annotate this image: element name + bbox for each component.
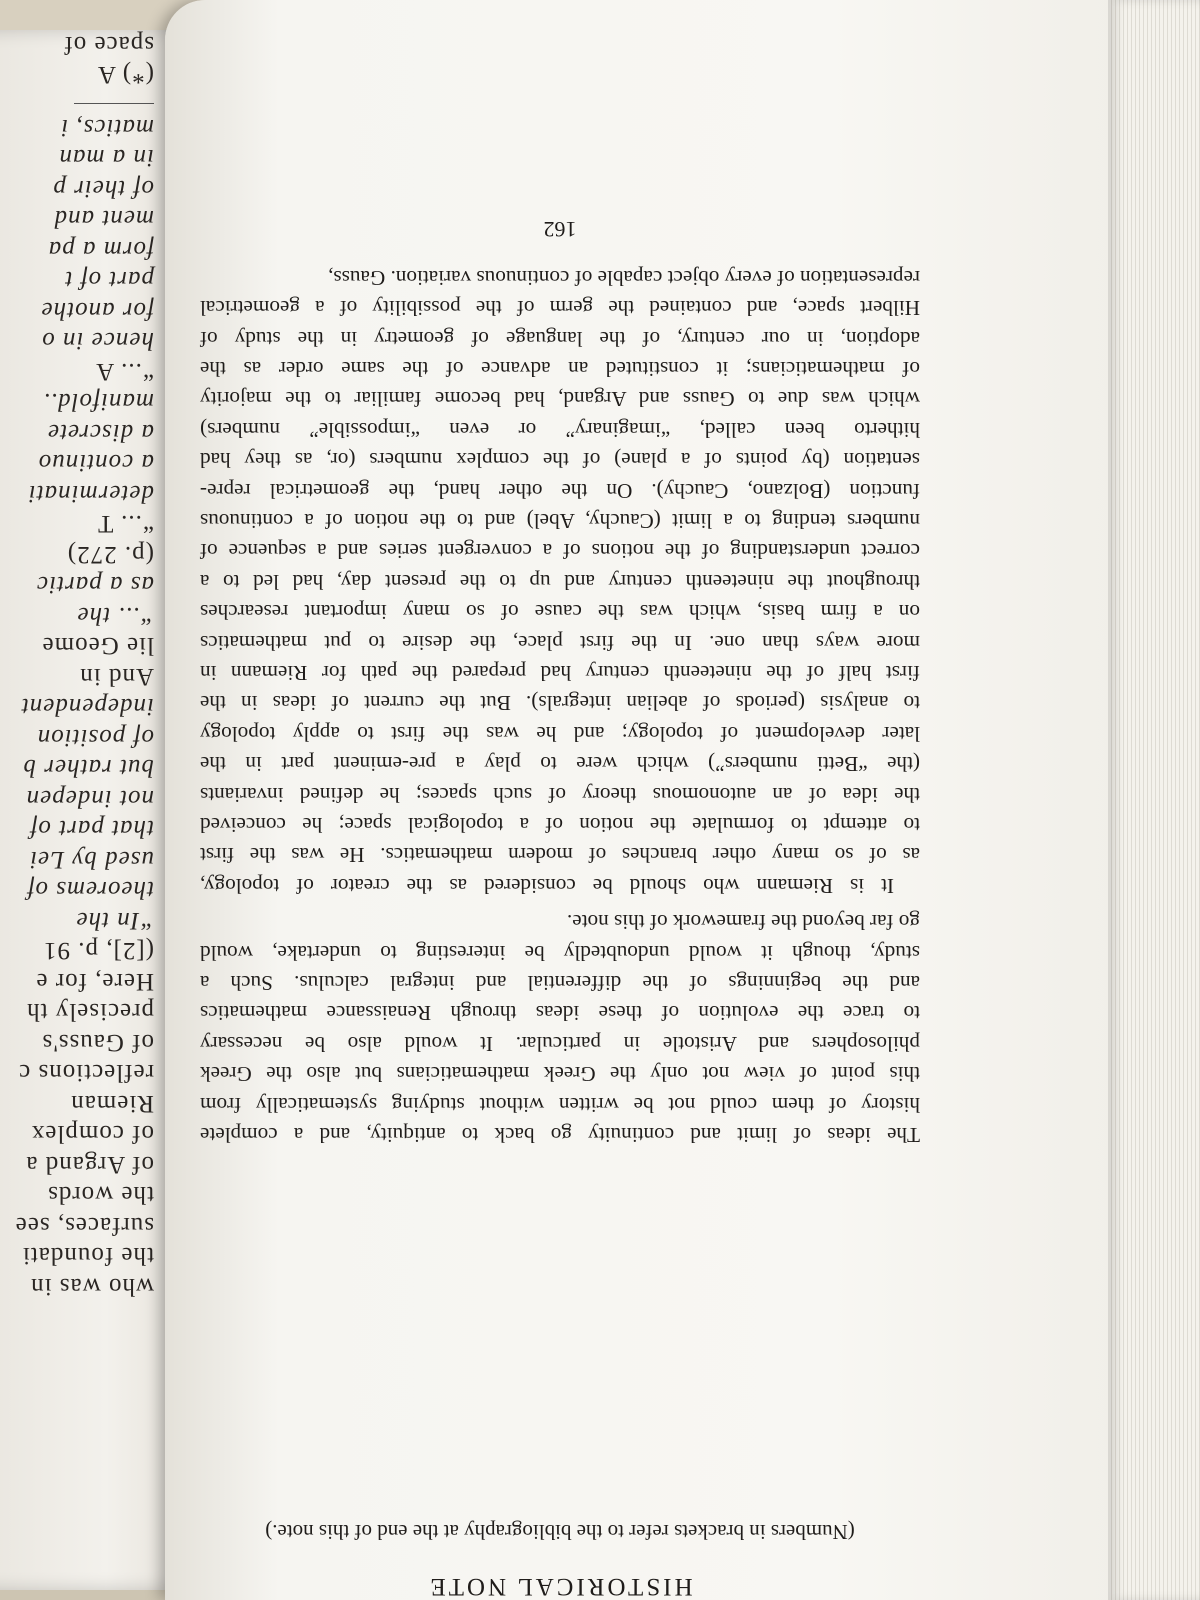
text-line: to analysis (periods of abelian integrals). But the current of ideas in the: [200, 691, 920, 716]
text-line: Hilbert space, and contained the germ of the possibility of a geometrical: [200, 296, 920, 321]
text-line: throughout the nineteenth century and up to the present day, had led to a: [200, 569, 920, 594]
left-page-line: used by Lei: [29, 846, 154, 873]
footnote-rule: [74, 104, 154, 105]
text-line: the idea of an autonomous theory of such spaces; he defined invariants: [200, 782, 920, 807]
left-page-line: but rather b: [22, 754, 154, 782]
text-line: correct understanding of the notions of a convergent series and a sequence of: [200, 539, 920, 564]
text-line: numbers tending to a limit (Cauchy, Abel) and to the notion of a continuous: [200, 509, 920, 533]
page-edge-stack: [1108, 0, 1200, 1600]
left-page-line: surfaces, see: [14, 1212, 154, 1239]
left-page-line: reflections c: [18, 1059, 154, 1087]
text-line: function (Bolzano, Cauchy). On the other hand, the geometrical repre-: [200, 478, 920, 503]
left-page-line: that part of: [29, 815, 154, 843]
left-page-line: in a man: [58, 144, 154, 172]
page-number: 162: [543, 217, 577, 243]
text-line: go far beyond the framework of this note.: [566, 910, 920, 935]
text-line: more ways than one. In the first place, the desire to put mathematics: [200, 630, 920, 655]
left-page-line: (p. 272): [66, 541, 154, 568]
left-page-line: Here, for e: [35, 968, 154, 995]
left-facing-page: [0, 30, 190, 1590]
text-line: hitherto been called, “imaginary” or even “impossible” numbers): [200, 417, 920, 442]
text-line: sentation (by points of a plane) of the complex numbers (or, as they had: [200, 448, 920, 473]
left-page-line: who was in: [30, 1273, 154, 1300]
left-page-line: ([2], p. 91: [43, 937, 154, 965]
left-page-line: “... T: [97, 510, 154, 538]
text-line: representation of every object capable of continuous variation. Gauss,: [328, 265, 920, 290]
left-page-line: space of: [63, 31, 154, 58]
text-line: It is Riemann who should be considered as the creator of topology,: [200, 873, 894, 898]
left-page-line: of their p: [52, 175, 154, 202]
left-page-line: the words: [47, 1181, 154, 1209]
bibliography-note: (Numbers in brackets refer to the bibliography at the end of this note.): [265, 1520, 855, 1544]
page-title: HISTORICAL NOTE: [427, 1573, 693, 1600]
text-line: later development of topology; and he was the first to apply topology: [200, 721, 920, 746]
text-line: adoption, in our century, of the language of geometry in the study of: [200, 326, 920, 351]
text-line: which was due to Gauss and Argand, had become familiar to the majority: [200, 387, 920, 412]
text-line: to trace the evolution of these ideas through Renaissance mathematics: [200, 1001, 920, 1026]
left-page-line: precisely th: [26, 998, 154, 1026]
left-page-line: a continuo: [37, 449, 154, 477]
left-page-line: of complex: [30, 1120, 154, 1148]
upside-down-text-block: [200, 160, 920, 1600]
text-line: of mathematicians; it constituted an advance of the same order as the: [200, 357, 920, 381]
text-line: and the beginnings of the differential and integral calculus. Such a: [200, 971, 920, 995]
text-line: study, though it would undoubtedly be interesting to undertake, would: [200, 940, 920, 965]
text-line: first half of the nineteenth century had prepared the path for Riemann in: [200, 661, 920, 685]
left-page-line: “... the: [76, 602, 154, 629]
left-page-line: a discrete: [47, 419, 154, 446]
left-page-line: of position: [36, 724, 154, 751]
left-page-line: manifold..: [42, 388, 154, 416]
text-line: to attempt to formulate the notion of a topological space; he conceived: [200, 813, 920, 837]
left-page-line: not indepen: [25, 785, 154, 812]
left-page-line: form a pa: [47, 236, 154, 263]
left-page-line: matics, i: [60, 114, 154, 141]
left-page-line: “In the: [75, 907, 154, 934]
left-page-line: Rieman: [70, 1090, 154, 1117]
left-page-line: hence in o: [41, 327, 154, 355]
text-line: (the “Betti numbers”) which were to play a pre-eminent part in the: [200, 752, 920, 777]
left-page-line: “... A: [95, 358, 154, 385]
left-page-text: [0, 30, 190, 1590]
text-line: on a firm basis, which was the cause of so many important researches: [200, 600, 920, 625]
left-page-line: for anothe: [40, 297, 154, 324]
left-page-line: determinati: [27, 480, 154, 507]
left-page-line: as a partic: [36, 571, 154, 599]
left-page-line: independent: [20, 693, 154, 721]
left-page-line: the foundati: [21, 1242, 154, 1270]
left-page-line: of Argand a: [25, 1151, 154, 1178]
left-page-line: theorems of: [26, 876, 154, 904]
text-line: this point of view not only the Greek mathematicians but also the Greek: [200, 1062, 920, 1087]
left-page-line: lie Geome: [41, 632, 154, 660]
text-line: history of them could not be written without studying systematically from: [200, 1092, 920, 1117]
left-page-line: And in: [79, 663, 154, 690]
left-page-line: (*) A: [96, 61, 154, 89]
text-line: The ideas of limit and continuity go back to antiquity, and a complete: [200, 1123, 920, 1147]
left-page-line: part of t: [64, 266, 154, 294]
text-line: as of so many other branches of modern mathematics. He was the first: [200, 843, 920, 868]
left-page-line: ment and: [53, 205, 154, 233]
left-page-line: of Gauss's: [41, 1029, 154, 1056]
text-line: philosophers and Aristotle in particular. It would also be necessary: [200, 1031, 920, 1056]
